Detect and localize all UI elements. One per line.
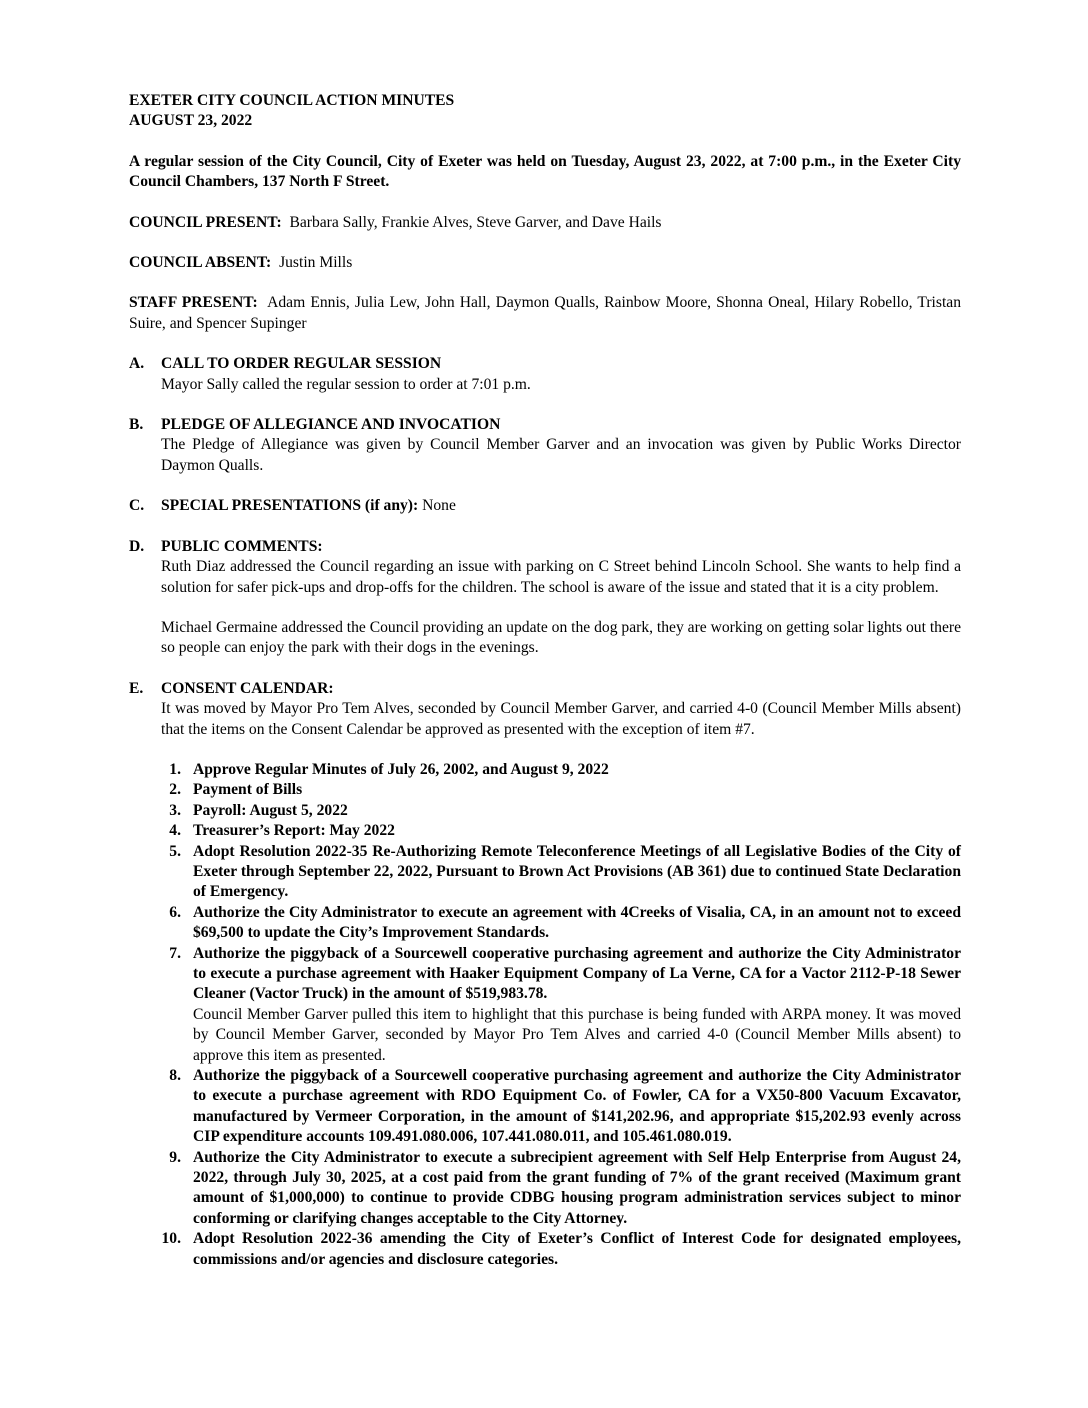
- list-item: [161, 821, 961, 841]
- public-comment-1: Ruth Diaz addressed the Council regarding an issue with parking on C Street behind Lincoln School. She wants to help find a solution for safer pick-ups and drop-offs for the children. The school is aware of the issue and stated that it is a city problem.: [161, 558, 961, 596]
- staff-present-label: STAFF PRESENT:: [129, 294, 258, 312]
- item-number: 7.: [169, 944, 181, 962]
- council-present-label: COUNCIL PRESENT:: [129, 213, 282, 231]
- item-title: Adopt Resolution 2022-35 Re-Authorizing Remote Teleconference Meetings of all Legislative Bodies of the City of Exeter through September 22, 2022, Pursuant to Brown Act Provisions (AB 361) due to continued State Declaration of Emergency.: [193, 842, 961, 901]
- public-comment-2: Michael Germaine addressed the Council providing an update on the dog park, they are working on getting solar lights out there so people can enjoy the park with their dogs in the evenings.: [161, 618, 961, 657]
- section-letter: D.: [129, 537, 145, 555]
- section-heading: PUBLIC COMMENTS:: [161, 537, 323, 555]
- item-title: Treasurer’s Report: May 2022: [193, 822, 395, 840]
- section-heading-line: [161, 496, 961, 516]
- section-letter: B.: [129, 416, 144, 434]
- section-call-to-order: [129, 354, 961, 395]
- item-note: Council Member Garver pulled this item to highlight that this purchase is being funded with ARPA money. It was moved by Council Member Garver, seconded by Mayor Pro Tem Alves and carried 4-0 (Council Member Mills absent) to approve this item as presented.: [193, 1005, 961, 1064]
- item-number: 9.: [169, 1148, 181, 1166]
- section-heading: PLEDGE OF ALLEGIANCE AND INVOCATION: [161, 416, 501, 434]
- item-number: 1.: [169, 760, 181, 778]
- item-number: 3.: [169, 801, 181, 819]
- item-title: Authorize the piggyback of a Sourcewell cooperative purchasing agreement and authorize the City Administrator to execute a purchase agreement with Haaker Equipment Company of La Verne, CA for a Vactor 2112-P-18 Sewer Cleaner (Vactor Truck) in the amount of $519,983.78.: [193, 944, 961, 1003]
- section-pledge: [129, 415, 961, 476]
- section-letter: E.: [129, 679, 144, 697]
- item-number: 5.: [169, 842, 181, 860]
- section-heading: CALL TO ORDER REGULAR SESSION: [161, 355, 442, 373]
- section-public-comments: [129, 537, 961, 659]
- section-text: The Pledge of Allegiance was given by Council Member Garver and an invocation was given by Public Works Director Daymon Qualls.: [161, 436, 961, 474]
- section-text: It was moved by Mayor Pro Tem Alves, seconded by Council Member Garver, and carried 4-0 (Council Member Mills absent) that the items on the Consent Calendar be approved as presented with the exception of item #7.: [161, 700, 961, 738]
- item-number: 2.: [169, 781, 181, 799]
- item-number: 4.: [169, 822, 181, 840]
- list-item: [161, 1229, 961, 1270]
- item-number: 6.: [169, 903, 181, 921]
- section-heading: SPECIAL PRESENTATIONS (if any):: [161, 497, 419, 515]
- minutes-page: [129, 91, 961, 1270]
- list-item: [161, 760, 961, 780]
- item-title: Authorize the piggyback of a Sourcewell cooperative purchasing agreement and authorize the City Administrator to execute a purchase agreement with RDO Equipment Co. of Fowler, CA for a VX50-800 Vacuum Excavator, manufactured by Vermeer Corporation, in the amount of $141,202.96, and appropriate $15,202.93 evenly across CIP expenditure accounts 109.491.080.006, 107.441.080.011, and 105.461.080.019.: [193, 1067, 961, 1146]
- council-present-value: Barbara Sally, Frankie Alves, Steve Garver, and Dave Hails: [289, 213, 662, 231]
- item-title: Approve Regular Minutes of July 26, 2002, and August 9, 2022: [193, 760, 609, 778]
- section-special-presentations: [129, 496, 961, 516]
- intro-paragraph: A regular session of the City Council, City of Exeter was held on Tuesday, August 23, 2022, at 7:00 p.m., in the Exeter City Council Chambers, 137 North F Street.: [129, 152, 961, 191]
- list-item: [161, 944, 961, 1066]
- section-letter: C.: [129, 497, 145, 515]
- item-title: Payment of Bills: [193, 781, 303, 799]
- consent-items-list: [161, 760, 961, 1270]
- council-absent-label: COUNCIL ABSENT:: [129, 254, 272, 272]
- list-item: [161, 780, 961, 800]
- list-item: [161, 903, 961, 944]
- list-item: [161, 801, 961, 821]
- council-present: [129, 213, 961, 233]
- list-item: [161, 1148, 961, 1230]
- council-absent: [129, 253, 961, 273]
- item-title: Authorize the City Administrator to execute an agreement with 4Creeks of Visalia, CA, in an amount not to exceed $69,500 to update the City’s Improvement Standards.: [193, 903, 961, 942]
- section-heading: CONSENT CALENDAR:: [161, 679, 334, 697]
- list-item: [161, 1066, 961, 1148]
- list-item: [161, 842, 961, 903]
- document-title: EXETER CITY COUNCIL ACTION MINUTES: [129, 92, 455, 109]
- item-number: 8.: [169, 1067, 181, 1085]
- staff-present: [129, 293, 961, 334]
- staff-present-value: Adam Ennis, Julia Lew, John Hall, Daymon Qualls, Rainbow Moore, Shonna Oneal, Hilary Robello, Tristan Suire, and Spencer Supinger: [129, 294, 962, 332]
- item-title: Authorize the City Administrator to execute a subrecipient agreement with Self Help Enterprise from August 24, 2022, through July 30, 2025, at a cost paid from the grant funding of 7% of the grant received (Maximum grant amount of $1,000,000) to continue to provide CDBG housing program administration services subject to minor conforming or clarifying changes acceptable to the City Attorney.: [193, 1148, 961, 1227]
- section-letter: A.: [129, 355, 145, 373]
- council-absent-value: Justin Mills: [279, 254, 353, 272]
- item-number: 10.: [161, 1230, 181, 1248]
- section-consent-calendar: [129, 679, 961, 740]
- document-date: AUGUST 23, 2022: [129, 112, 253, 130]
- item-title: Payroll: August 5, 2022: [193, 801, 348, 819]
- section-text: Mayor Sally called the regular session to order at 7:01 p.m.: [161, 375, 531, 393]
- item-title: Adopt Resolution 2022-36 amending the City of Exeter’s Conflict of Interest Code for designated employees, commissions and/or agencies and disclosure categories.: [193, 1230, 961, 1268]
- section-inline-value: None: [422, 497, 456, 515]
